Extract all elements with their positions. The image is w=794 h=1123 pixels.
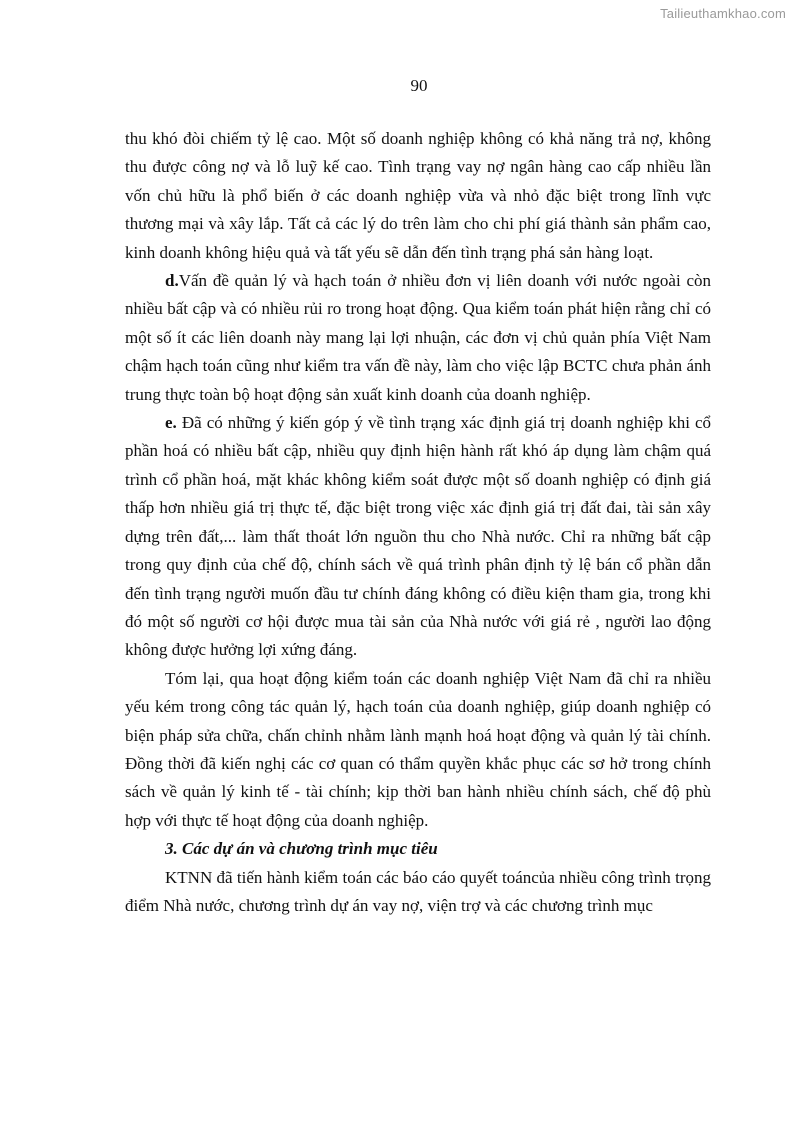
paragraph-summary: Tóm lại, qua hoạt động kiểm toán các doanh nghiệp Việt Nam đã chỉ ra nhiều yếu kém trong công tác quản lý, hạch toán của doanh nghiệp, giúp doanh nghiệp có biện pháp sửa chữa, chấn chỉnh nhằm lành mạnh hoá hoạt động và quản lý tài chính. Đồng thời đã kiến nghị các cơ quan có thẩm quyền khắc phục các sơ hở trong chính sách về quản lý kinh tế - tài chính; kịp thời ban hành nhiều chính sách, chế độ phù hợp với thực tế hoạt động của doanh nghiệp. [125, 668, 711, 830]
paragraph-continuation: thu khó đòi chiếm tỷ lệ cao. Một số doanh nghiệp không có khả năng trả nợ, không thu được công nợ và lỗ luỹ kế cao. Tình trạng vay nợ ngân hàng cao cấp nhiều lần vốn chủ hữu là phổ biến ở các doanh nghiệp vừa và nhỏ đặc biệt trong lĩnh vực thương mại và xây lắp. Tất cả các lý do trên làm cho chi phí giá thành sản phẩm cao, kinh doanh không hiệu quả và tất yếu sẽ dẫn đến tình trạng phá sản hàng loạt. [125, 129, 711, 262]
paragraph-e-marker: e. [165, 413, 177, 433]
page-number: 90 [410, 76, 428, 95]
paragraph-e-text: Đã có những ý kiến góp ý về tình trạng xác định giá trị doanh nghiệp khi cổ phần hoá có nhiều bất cập, nhiều quy định hiện hành rất khó áp dụng làm chậm quá trình cổ phần hoá, mặt khác không kiểm soát được một số doanh nghiệp có định giá thấp hơn nhiều giá trị thực tế, đặc biệt trong việc xác định giá trị đất đai, tài sản xây dựng trên đất,... làm thất thoát lớn nguồn thu cho Nhà nước. Chỉ ra những bất cập trong quy định của chế độ, chính sách về quá trình phân định tỷ lệ bán cổ phần dẫn đến tình trạng người muốn đầu tư chính đáng không có điều kiện tham gia, trong khi đó một số người cơ hội được mua tài sản của Nhà nước với giá rẻ , người lao động không được hưởng lợi xứng đáng. [125, 413, 712, 660]
watermark-text: Tailieuthamkhao.com [660, 6, 786, 21]
paragraph-d-text: Vấn đề quản lý và hạch toán ở nhiều đơn vị liên doanh với nước ngoài còn nhiều bất cập và có nhiều rủi ro trong hoạt động. Qua kiểm toán phát hiện rằng chỉ có một số ít các liên doanh này mang lại lợi nhuận, các đơn vị chủ quản phía Việt Nam chậm hạch toán cũng như kiểm tra vấn đề này, làm cho việc lập BCTC chưa phản ánh trung thực toàn bộ hoạt động sản xuất kinh doanh của doanh nghiệp. [125, 271, 711, 404]
paragraph-d-marker: d. [165, 271, 179, 291]
section-heading-3: 3. Các dự án và chương trình mục tiêu [165, 839, 438, 859]
paragraph-e [125, 409, 711, 665]
paragraph-section-3-intro: KTNN đã tiến hành kiểm toán các báo cáo quyết toáncủa nhiều công trình trọng điểm Nhà nước, chương trình dự án vay nợ, viện trợ và các chương trình mục [125, 867, 711, 915]
document-body [125, 125, 711, 920]
paragraph-d [125, 267, 711, 409]
